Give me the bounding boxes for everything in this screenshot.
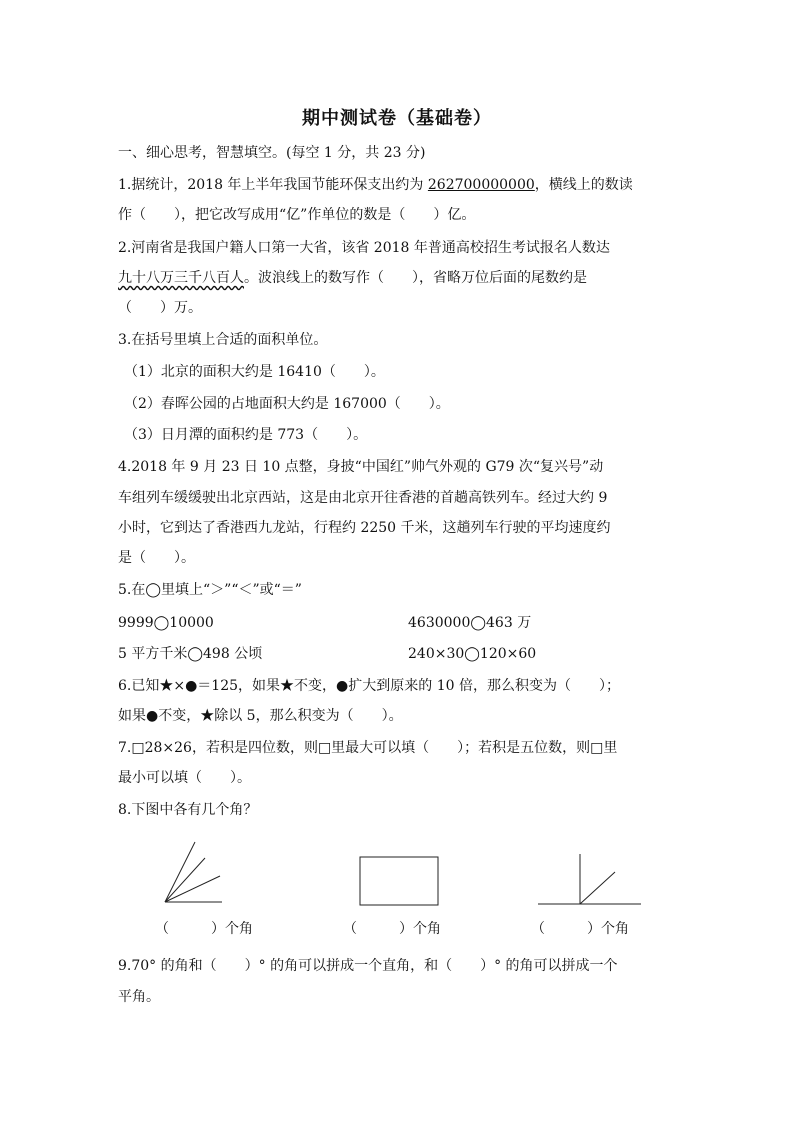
section-heading: 一、细心思考，智慧填空。(每空 1 分，共 23 分) [118,145,426,161]
question-9-line-1: 9.70° 的角和（ ）° 的角可以拼成一个直角，和（ ）° 的角可以拼成一个 [118,958,618,974]
question-5-compare-2: 4630000◯463 万 [408,615,532,631]
question-1-line-2: 作（ ），把它改写成用“亿”作单位的数是（ ）亿。 [118,207,476,223]
question-6-line-2: 如果●不变，★除以 5，那么积变为（ ）。 [118,708,403,724]
question-6-line-1: 6.已知★×●＝125，如果★不变，●扩大到原来的 10 倍，那么积变为（ ）； [118,678,620,694]
q1-text-b: ，横线上的数读 [534,177,633,193]
question-7-line-2: 最小可以填（ ）。 [118,770,251,786]
question-3-item-3: （3）日月潭的面积约是 773（ ）。 [124,427,368,443]
angle-figure-rays [160,838,230,908]
q1-text-a: 1.据统计，2018 年上半年我国节能环保支出约为 [118,177,428,193]
question-5-compare-3: 5 平方千米◯498 公顷 [118,646,263,662]
rectangle-figure [355,852,445,910]
question-5-compare-4: 240×30◯120×60 [408,646,537,662]
question-2-line-2 [118,268,587,288]
q1-underlined-number: 262700000000 [427,177,535,193]
question-4-line-3: 小时，它到达了香港西九龙站，行程约 2250 千米，这趟列车行驶的平均速度约 [118,520,611,536]
question-8-heading: 8.下图中各有几个角？ [118,802,258,818]
question-5-compare-1: 9999◯10000 [118,615,214,631]
q2-text-b: 。波浪线上的数写作（ ），省略万位后面的尾数约是 [244,270,587,286]
question-2-line-3: （ ）万。 [118,300,202,316]
question-3-item-2: （2）春晖公园的占地面积大约是 167000（ ）。 [124,396,450,412]
q2-wavy-number: 九十八万三千八百人 [118,270,244,286]
question-7-line-1: 7.□28×26，若积是四位数，则□里最大可以填（ ）；若积是五位数，则□里 [118,740,618,756]
angle-figure-perpendicular [535,848,645,910]
angle-caption-1: （ ）个角 [155,921,253,937]
question-2-line-1: 2.河南省是我国户籍人口第一大省，该省 2018 年普通高校招生考试报名人数达 [118,240,610,256]
question-4-line-4: 是（ ）。 [118,550,195,566]
question-3-heading: 3.在括号里填上合适的面积单位。 [118,332,328,348]
question-5-heading: 5.在◯里填上“＞”“＜”或“＝” [118,582,302,598]
angle-caption-3: （ ）个角 [531,921,629,937]
angle-caption-2: （ ）个角 [343,921,441,937]
page-title: 期中测试卷（基础卷） [302,108,492,129]
question-1-line-1 [118,175,633,195]
question-4-line-2: 车组列车缓缓驶出北京西站，这是由北京开往香港的首趟高铁列车。经过大约 9 [118,490,608,506]
question-9-line-2: 平角。 [118,989,160,1005]
question-3-item-1: （1）北京的面积大约是 16410（ ）。 [124,364,385,380]
question-4-line-1: 4.2018 年 9 月 23 日 10 点整，身披“中国红”帅气外观的 G79 次“复兴号”动 [118,459,604,475]
